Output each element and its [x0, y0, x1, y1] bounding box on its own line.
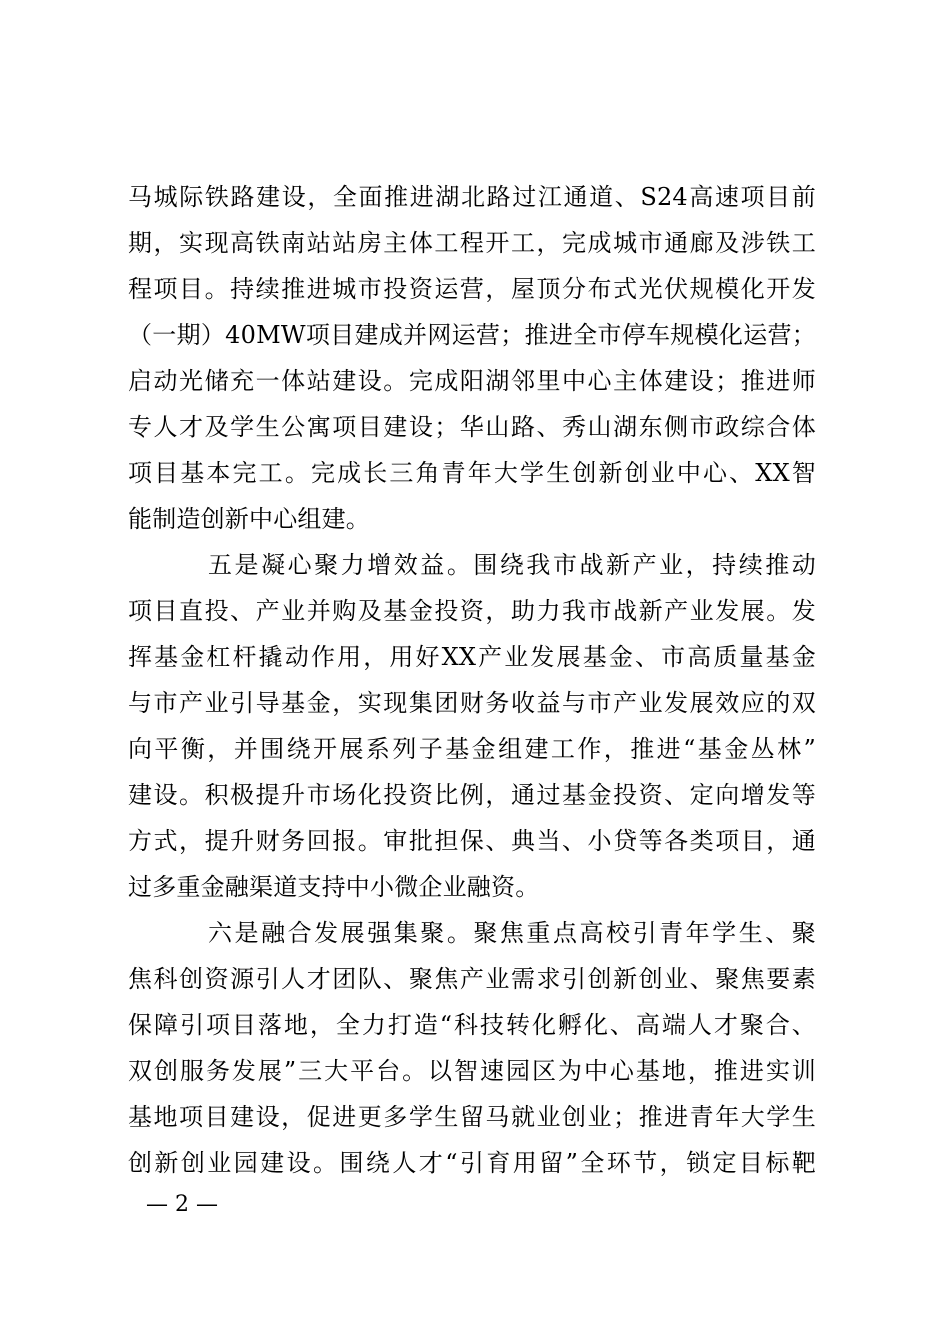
text-line-5: 启动光储充一体站建设。完成阳湖邻里中心主体建设；推进师	[128, 367, 816, 395]
text-line-19: 保障引项目落地，全力打造“科技转化孵化、高端人才聚合、	[128, 1011, 816, 1039]
text-line-21: 基地项目建设，促进更多学生留马就业创业；推进青年大学生	[128, 1103, 816, 1131]
text-line-14: 建设。积极提升市场化投资比例，通过基金投资、定向增发等	[128, 781, 816, 809]
text-line-13: 向平衡，并围绕开展系列子基金组建工作，推进“基金丛林”	[128, 735, 816, 763]
text-line-10: 项目直投、产业并购及基金投资，助力我市战新产业发展。发	[128, 597, 816, 625]
text-line-18: 焦科创资源引人才团队、聚焦产业需求引创新创业、聚焦要素	[128, 965, 816, 993]
text-line-6: 专人才及学生公寓项目建设；华山路、秀山湖东侧市政综合体	[128, 413, 816, 441]
paragraph-five-heading-line: 五是凝心聚力增效益。围绕我市战新产业，持续推动	[208, 551, 816, 579]
text-line-15: 方式，提升财务回报。审批担保、典当、小贷等各类项目，通	[128, 827, 816, 855]
text-line-22: 创新创业园建设。围绕人才“引育用留”全环节，锁定目标靶	[128, 1149, 816, 1177]
paragraph-six-heading-line: 六是融合发展强集聚。聚焦重点高校引青年学生、聚	[208, 919, 816, 947]
text-line-3: 程项目。持续推进城市投资运营，屋顶分布式光伏规模化开发	[128, 275, 816, 303]
text-line-11: 挥基金杠杆撬动作用，用好XX产业发展基金、市高质量基金	[128, 643, 816, 671]
text-line-16: 过多重金融渠道支持中小微企业融资。	[128, 873, 540, 901]
text-line-7: 项目基本完工。完成长三角青年大学生创新创业中心、XX智	[128, 459, 816, 487]
text-line-12: 与市产业引导基金，实现集团财务收益与市产业发展效应的双	[128, 689, 816, 717]
text-line-8: 能制造创新中心组建。	[128, 505, 370, 533]
page-number: — 2 —	[146, 1192, 218, 1217]
text-line-4: （一期）40MW项目建成并网运营；推进全市停车规模化运营；	[128, 321, 816, 349]
text-line-20: 双创服务发展”三大平台。以智速园区为中心基地，推进实训	[128, 1057, 816, 1085]
text-line-2: 期，实现高铁南站站房主体工程开工，完成城市通廊及涉铁工	[128, 229, 816, 257]
text-line-1: 马城际铁路建设，全面推进湖北路过江通道、S24高速项目前	[128, 183, 816, 211]
